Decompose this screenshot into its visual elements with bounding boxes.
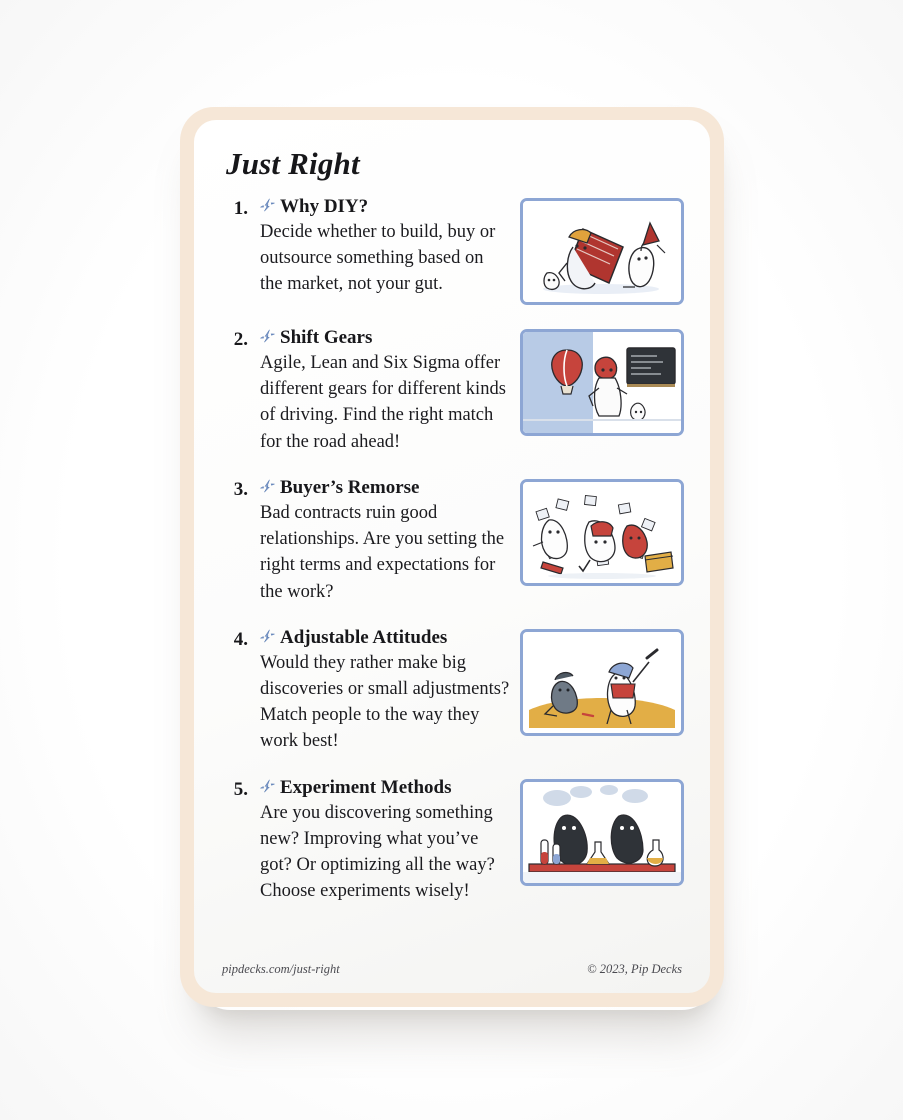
list-item[interactable] — [220, 627, 684, 755]
tactic-card — [180, 107, 724, 1007]
list-item-header — [260, 777, 510, 799]
list-item-header — [260, 196, 510, 218]
list-item-body — [252, 477, 520, 605]
card-face — [194, 120, 710, 993]
list-item-number: 3. — [233, 478, 248, 500]
list-item-number: 5. — [233, 778, 248, 800]
bolt-icon — [260, 479, 275, 496]
card-footer — [222, 962, 682, 977]
illustration-experiment-methods — [520, 779, 684, 886]
list-item-description: Agile, Lean and Six Sigma offer different gears for different kinds of driving. Find the right match for the road ahead! — [260, 352, 506, 452]
illustration-buyers-remorse — [520, 479, 684, 586]
list-item-title: Buyer’s Remorse — [280, 476, 420, 498]
bolt-icon — [260, 779, 275, 796]
illustration-shift-gears — [520, 329, 684, 436]
list-item-title: Experiment Methods — [280, 776, 452, 798]
list-item-number: 2. — [233, 329, 248, 350]
footer-url[interactable]: pipdecks.com/just-right — [222, 962, 340, 976]
list-item-number: 1. — [233, 198, 248, 219]
list-item-number: 4. — [233, 628, 248, 650]
bolt-icon — [260, 329, 275, 346]
bolt-icon — [260, 198, 275, 215]
list-item-header — [260, 477, 510, 499]
list-item-body — [252, 196, 520, 298]
list-item-body — [252, 627, 520, 755]
list-item-header — [260, 327, 510, 349]
list-item[interactable] — [220, 327, 684, 455]
list-item[interactable] — [220, 477, 684, 605]
page-title: Just Right — [226, 146, 360, 181]
list-item[interactable] — [220, 196, 684, 305]
list-item-description: Are you discovering something new? Improving what you’ve got? Or optimizing all the way? Choose experiments wisely! — [260, 802, 495, 902]
list-item-description: Would they rather make big discoveries or small adjustments? Match people to the way they work best! — [260, 652, 510, 752]
list-item-description: Bad contracts ruin good relationships. Are you setting the right terms and expectations for the work? — [260, 502, 505, 602]
illustration-adjustable-attitudes — [520, 629, 684, 736]
list-item-title: Adjustable Attitudes — [280, 626, 448, 648]
list-item-body — [252, 327, 520, 455]
bolt-icon — [260, 629, 275, 646]
list-item-body — [252, 777, 520, 905]
footer-copyright: © 2023, Pip Decks — [587, 962, 682, 976]
tactic-list — [220, 196, 684, 905]
list-item-title: Why DIY? — [280, 196, 369, 217]
illustration-why-diy — [520, 198, 684, 305]
list-item-header — [260, 627, 510, 649]
list-item[interactable] — [220, 777, 684, 905]
list-item-title: Shift Gears — [280, 327, 373, 348]
list-item-description: Decide whether to build, buy or outsource something based on the market, not your gut. — [260, 221, 496, 295]
